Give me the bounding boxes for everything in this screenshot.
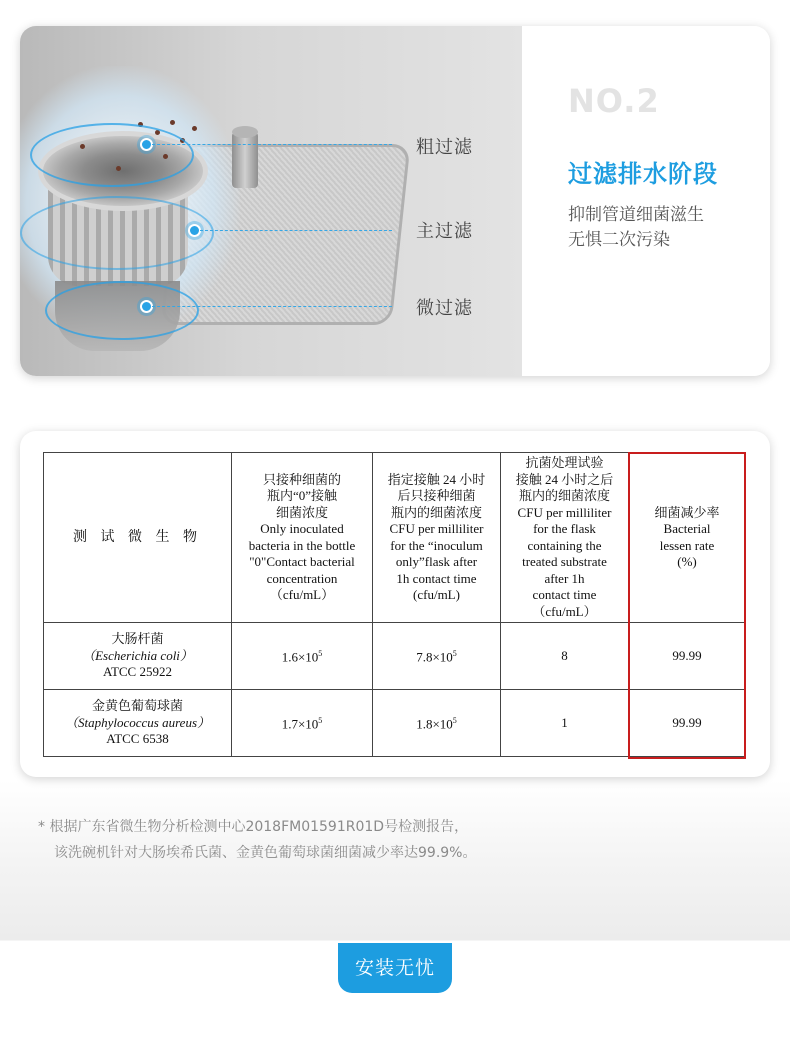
organism-name-cn: 大肠杆菌: [111, 631, 164, 647]
header-treated-concentration: 抗菌处理试验 接触 24 小时之后 瓶内的细菌浓度 CFU per milliliter for the flask containing the treated substrate after 1h contact time （cfu/mL）: [501, 453, 629, 623]
table-header-row: [44, 453, 746, 623]
header-inoculum-concentration: 指定接触 24 小时 后只接种细菌 瓶内的细菌浓度 CFU per milliliter for the “inoculum only”flask after 1h contact time (cfu/mL): [373, 453, 501, 623]
treated-value: 1: [501, 690, 629, 757]
stage-title: 过滤排水阶段: [568, 160, 718, 188]
control-value: $1.7\times 10^5$: [232, 690, 373, 757]
reduction-rate-value: 99.99: [629, 690, 746, 757]
organism-name-latin: （Staphylococcus aureus）: [64, 714, 211, 730]
antibacterial-test-table: [43, 452, 746, 757]
reduction-rate-value: 99.99: [629, 623, 746, 690]
stage-info-panel: [522, 26, 770, 376]
test-report-card: [20, 431, 770, 777]
main-filter-leader-line: [200, 230, 392, 231]
drain-post-cap: [232, 126, 258, 138]
organism-cell: [44, 690, 232, 757]
header-organism: 测 试 微 生 物: [44, 453, 232, 623]
stage-description-line-1: 抑制管道细菌滋生: [568, 205, 704, 225]
stage-description-line-2: 无惧二次污染: [568, 230, 670, 250]
main-filter-ring: [20, 196, 214, 270]
organism-name-latin: （Escherichia coli）: [82, 647, 193, 663]
debris-particle: [170, 120, 175, 125]
coarse-filter-ring: [30, 123, 194, 187]
treated-value: 8: [501, 623, 629, 690]
header-reduction-rate: 细菌减少率 Bacterial lessen rate (%): [629, 453, 746, 623]
debris-particle: [192, 126, 197, 131]
filter-stage-card: [20, 26, 770, 376]
footnote-line-1: * 根据广东省微生物分析检测中心2018FM01591R01D号检测报告，: [38, 819, 469, 835]
control-value: $1.6\times 10^5$: [232, 623, 373, 690]
organism-strain: ATCC 6538: [106, 731, 169, 747]
coarse-filter-leader-line: [152, 144, 392, 145]
main-filter-label: 主过滤: [416, 221, 473, 242]
header-control-concentration: 只接种细菌的 瓶内“0”接触 细菌浓度 Only inoculated bacteria in the bottle "0"Contact bacterial concentration （cfu/mL）: [232, 453, 373, 623]
stage-number: NO.2: [568, 82, 660, 120]
micro-filter-ring: [45, 281, 199, 340]
filter-product-photo: [20, 26, 522, 376]
inoculum-value: $7.8\times 10^5$: [373, 623, 501, 690]
micro-filter-leader-line: [152, 306, 392, 307]
footnote-line-2: 该洗碗机针对大肠埃希氏菌、金黄色葡萄球菌细菌减少率达99.9%。: [54, 845, 477, 861]
coarse-filter-label: 粗过滤: [416, 137, 473, 158]
organism-strain: ATCC 25922: [103, 664, 172, 680]
drain-post: [232, 132, 258, 188]
organism-name-cn: 金黄色葡萄球菌: [91, 698, 183, 714]
install-worry-free-button[interactable]: 安装无忧: [338, 943, 452, 993]
micro-filter-label: 微过滤: [416, 298, 473, 319]
organism-cell: [44, 623, 232, 690]
table-row: [44, 623, 746, 690]
table-row: [44, 690, 746, 757]
inoculum-value: $1.8\times 10^5$: [373, 690, 501, 757]
